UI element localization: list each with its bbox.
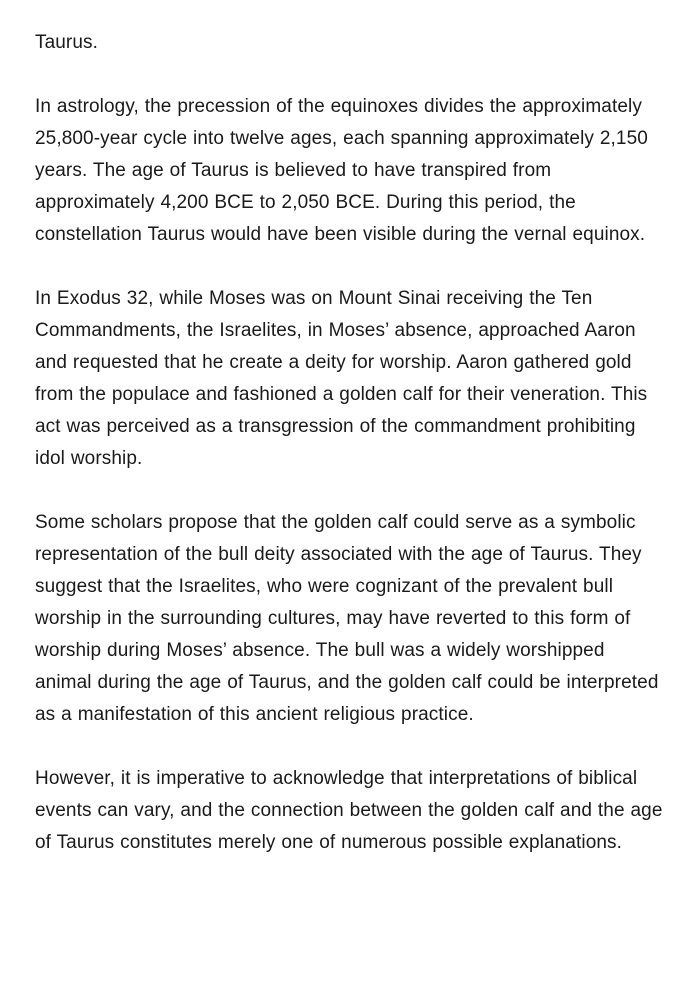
paragraph-exodus-golden-calf: In Exodus 32, while Moses was on Mount Sinai receiving the Ten Commandments, the Israelites, in Moses’ absence, approached Aaron and requested that he create a deity for worship. Aaron gathered gold from the populace and fashioned a golden calf for their veneration. This act was perceived as a transgression of the commandment prohibiting idol worship. bbox=[35, 288, 648, 469]
paragraph-astrology-ages: In astrology, the precession of the equinoxes divides the approximately 25,800-year cycle into twelve ages, each spanning approximately 2,150 years. The age of Taurus is believed to have transpired from approximately 4,200 BCE to 2,050 BCE. During this period, the constellation Taurus would have been visible during the vernal equinox. bbox=[35, 96, 648, 245]
document-body bbox=[35, 27, 663, 859]
paragraph-interpretations-caveat: However, it is imperative to acknowledge that interpretations of biblical events can vary, and the connection between the golden calf and the age of Taurus constitutes merely one of numerous possible explanations. bbox=[35, 768, 663, 853]
document-title: Taurus. bbox=[35, 32, 99, 53]
paragraph-scholars-bull-deity: Some scholars propose that the golden calf could serve as a symbolic representation of the bull deity associated with the age of Taurus. They suggest that the Israelites, who were cognizant of the prevalent bull worship in the surrounding cultures, may have reverted to this form of worship during Moses’ absence. The bull was a widely worshipped animal during the age of Taurus, and the golden calf could be interpreted as a manifestation of this ancient religious practice. bbox=[35, 512, 659, 725]
